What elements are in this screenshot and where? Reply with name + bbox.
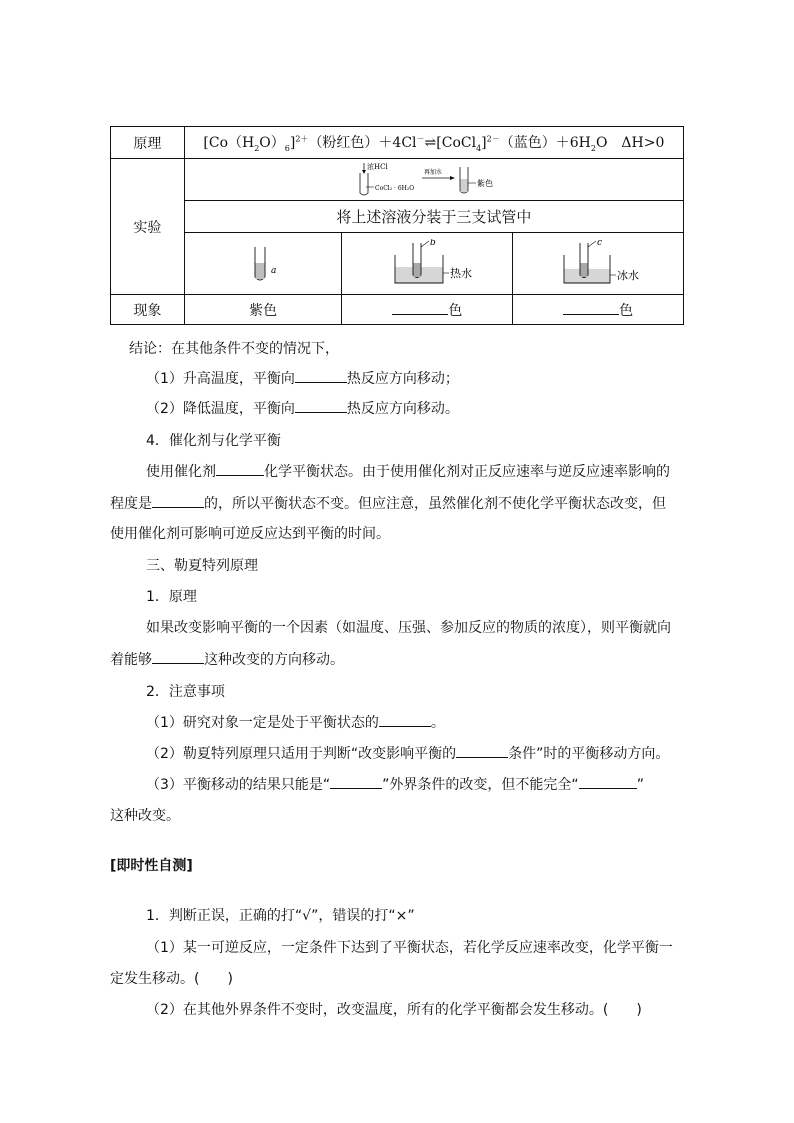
phenomenon-b: 色 xyxy=(342,295,513,325)
principle-line2: 着能够 这种改变的方向移动。 xyxy=(110,652,344,668)
label-a: a xyxy=(271,265,277,276)
subsection-principle: 1．原理 xyxy=(146,589,197,605)
equilibrium-equation: $[Co(H_2O)_6]^{2+}$（粉红色）＋4Cl－⇌[CoCl$_4$]$^{2-}$（蓝色）$+6H_2O$ ΔH>0 xyxy=(184,127,683,159)
principle-table xyxy=(110,126,684,325)
answer-blank[interactable] xyxy=(392,302,448,315)
phenomenon-c: 色 xyxy=(513,295,684,325)
question-1-2: （2）在其他外界条件不变时，改变温度，所有的化学平衡都会发生移动。( ) xyxy=(146,1002,642,1018)
note-3-line2: 这种改变。 xyxy=(110,808,180,824)
answer-blank[interactable] xyxy=(152,495,204,508)
answer-blank[interactable] xyxy=(152,651,204,664)
preparation-diagram xyxy=(334,161,534,199)
conclusion-line: 结论：在其他条件不变的情况下， xyxy=(129,341,339,357)
answer-blank[interactable] xyxy=(579,776,637,789)
tube-a-cell xyxy=(184,233,342,295)
note-2: （2）勒夏特列原理只适用于判断“改变影响平衡的 条件”时的平衡移动方向。 xyxy=(146,746,670,762)
label-hot-water: 热水 xyxy=(450,266,473,280)
label-ice-water: 冰水 xyxy=(617,268,640,282)
note-1: （1）研究对象一定是处于平衡状态的 。 xyxy=(146,715,445,731)
catalyst-para-line2: 程度是 的，所以平衡状态不变。但应注意，虽然催化剂不使化学平衡状态改变，但 xyxy=(110,496,666,512)
answer-blank[interactable] xyxy=(456,745,508,758)
section-title-le-chatelier: 三、勒夏特列原理 xyxy=(146,558,258,574)
label-purple: 紫色 xyxy=(476,178,493,188)
split-instruction: 将上述溶液分装于三支试管中 xyxy=(184,201,683,233)
answer-blank[interactable] xyxy=(379,714,431,727)
row-label-principle: 原理 xyxy=(111,127,185,159)
answer-blank[interactable] xyxy=(563,302,619,315)
catalyst-para-line3: 使用催化剂可影响可逆反应达到平衡的时间。 xyxy=(110,526,390,542)
conclusion-item-1: （1）升高温度，平衡向 热反应方向移动； xyxy=(146,371,459,387)
subsection-notes: 2．注意事项 xyxy=(146,684,225,700)
question-1-1-line2: 定发生移动。( ) xyxy=(110,971,233,987)
section-title-catalyst: 4．催化剂与化学平衡 xyxy=(146,433,281,449)
note-3: （3）平衡移动的结果只能是“ ”外界条件的改变，但不能完全“ ” xyxy=(146,777,644,793)
self-test-title: [即时性自测] xyxy=(110,858,193,874)
phenomenon-a: 紫色 xyxy=(184,295,342,325)
label-cocl2: CoCl₂ · 6H₂O xyxy=(374,184,415,192)
tube-c-cell xyxy=(513,233,684,295)
label-b: b xyxy=(430,238,437,248)
question-1: 1．判断正误，正确的打“√”，错误的打“×” xyxy=(146,908,415,924)
answer-blank[interactable] xyxy=(295,370,347,383)
tube-b-cell xyxy=(342,233,513,295)
answer-blank[interactable] xyxy=(216,463,264,476)
label-hcl: 浓HCl xyxy=(366,162,388,171)
principle-line1: 如果改变影响平衡的一个因素（如温度、压强、参加反应的物质的浓度），则平衡就向 xyxy=(146,620,671,636)
row-label-phenomenon: 现象 xyxy=(111,295,185,325)
answer-blank[interactable] xyxy=(330,776,382,789)
question-1-1-line1: （1）某一可逆反应，一定条件下达到了平衡状态，若化学反应速率改变，化学平衡一 xyxy=(146,940,673,956)
tube-a-diagram xyxy=(233,239,293,289)
conclusion-item-2: （2）降低温度，平衡向 热反应方向移动。 xyxy=(146,401,459,417)
tube-c-ice-water-diagram xyxy=(548,239,648,289)
row-label-experiment: 实验 xyxy=(111,159,185,295)
experiment-diagram-top xyxy=(184,159,683,201)
catalyst-para-line1: 使用催化剂 化学平衡状态。由于使用催化剂对正反应速率与逆反应速率影响的 xyxy=(146,464,670,480)
label-c: c xyxy=(597,238,603,248)
answer-blank[interactable] xyxy=(295,400,347,413)
label-add-water: 再加水 xyxy=(423,168,442,176)
tube-b-hot-water-diagram xyxy=(377,239,477,289)
